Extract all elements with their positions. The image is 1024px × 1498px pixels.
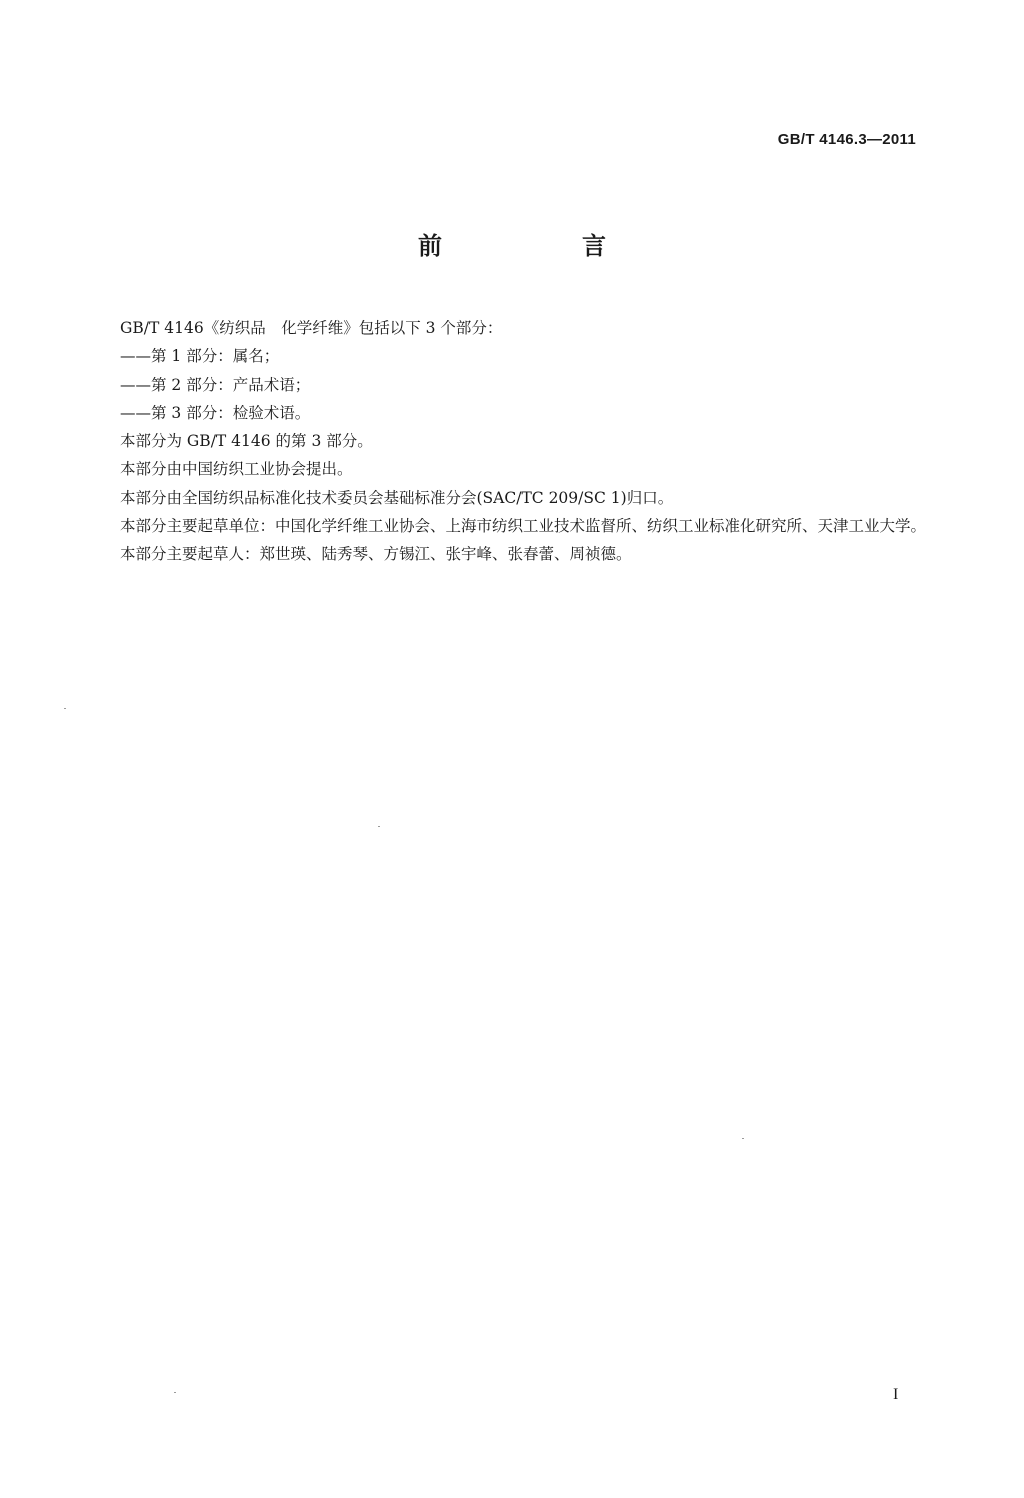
paragraph-proposed-by: 本部分由中国纺织工业协会提出。 [120,460,353,479]
paragraph-centralized-by: 本部分由全国纺织品标准化技术委员会基础标准分会(SAC/TC 209/SC 1)归口。 [120,488,674,507]
paragraph-drafting-units: 本部分主要起草单位：中国化学纤维工业协会、上海市纺织工业技术监督所、纺织工业标准化研究所、天津工业大学。 [120,517,927,536]
paragraph-this-part: 本部分为 GB/T 4146 的第 3 部分。 [120,432,373,451]
page-number: I [893,1386,899,1403]
scan-speck [64,708,66,709]
paragraph-drafters: 本部分主要起草人：郑世瑛、陆秀琴、方锡江、张宇峰、张春蕾、周祯德。 [120,545,632,564]
paragraph-part-3: ——第 3 部分：检验术语。 [120,403,311,422]
standard-code: GB/T 4146.3—2011 [777,131,916,148]
scan-speck [742,1138,744,1139]
scan-speck [378,826,380,827]
page-title: 前 言 [418,232,664,260]
paragraph-part-1: ——第 1 部分：属名； [120,347,280,366]
paragraph-parts-intro: GB/T 4146《纺织品 化学纤维》包括以下 3 个部分： [120,319,503,337]
foreword-body [89,314,929,569]
scan-speck [174,1392,176,1393]
paragraph-part-2: ——第 2 部分：产品术语； [120,375,311,394]
